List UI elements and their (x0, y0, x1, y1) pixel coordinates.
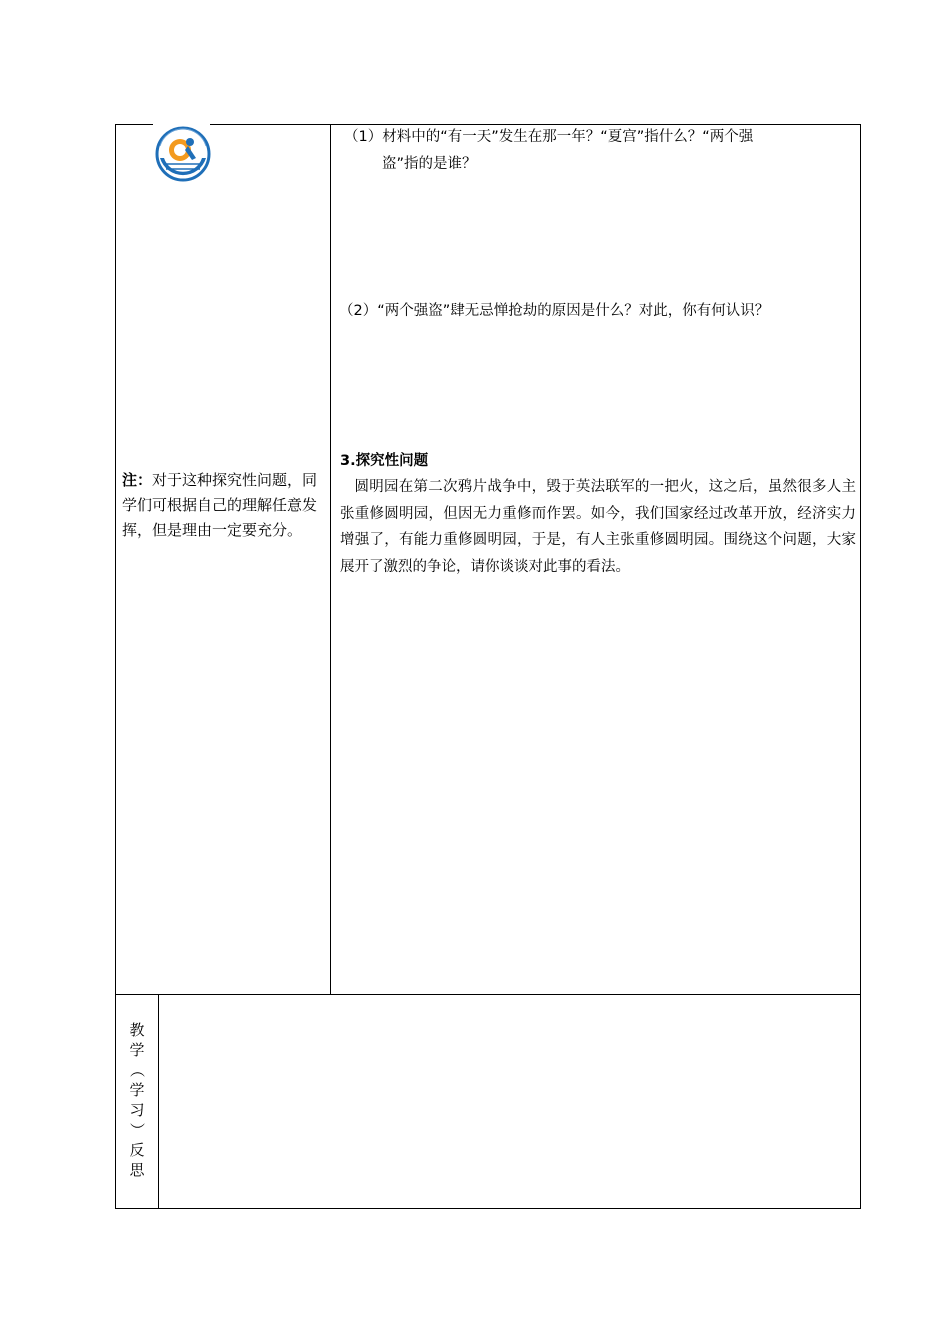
reflection-char: 习 (129, 1101, 145, 1119)
reflection-char: 学 (129, 1041, 145, 1059)
note-label: 注： (122, 471, 153, 489)
section-3-body: 圆明园在第二次鸦片战争中，毁于英法联军的一把火，这之后，虽然很多人主张重修圆明园，但因无力重修而作罢。如今，我们国家经过改革开放，经济实力增强了，有能力重修圆明园，于是，有人主张重修圆明园。围绕这个问题，大家展开了激烈的争论，请你谈谈对此事的看法。 (340, 479, 856, 575)
table-top-border-left (115, 124, 153, 125)
section-3-title: 3.探究性问题 (340, 453, 429, 469)
reflection-label-divider (158, 994, 159, 1209)
reflection-char: 教 (129, 1021, 145, 1039)
question-2: （2）“两个强盗”肆无忌惮抢劫的原因是什么？对此，你有何认识？ (339, 303, 770, 319)
note-text: 对于这种探究性问题，同学们可根据自己的理解任意发挥，但是理由一定要充分。 (122, 471, 318, 539)
column-divider (330, 124, 331, 994)
answer-area-main[interactable] (332, 600, 858, 992)
table-left-border (115, 124, 116, 1209)
left-note (122, 468, 328, 543)
table-bottom-border (115, 1208, 861, 1209)
reflection-char: 思 (129, 1161, 145, 1179)
question-1 (344, 124, 856, 178)
reflection-char: 学 (129, 1081, 145, 1099)
reflection-label (124, 1020, 150, 1180)
reflection-char: ） (128, 1122, 146, 1138)
question-1-number: （1） (344, 129, 383, 145)
question-1-line-2: 盗”指的是谁？ (382, 156, 477, 172)
table-right-border (860, 124, 861, 1209)
school-logo-icon (152, 124, 214, 182)
reflection-char: 反 (129, 1141, 145, 1159)
question-1-line-1: 材料中的“有一天”发生在那一年？“夏宫”指什么？“两个强 (382, 129, 754, 145)
reflection-answer-area[interactable] (160, 996, 858, 1206)
reflection-char: （ (128, 1062, 146, 1078)
row-divider (115, 994, 861, 995)
